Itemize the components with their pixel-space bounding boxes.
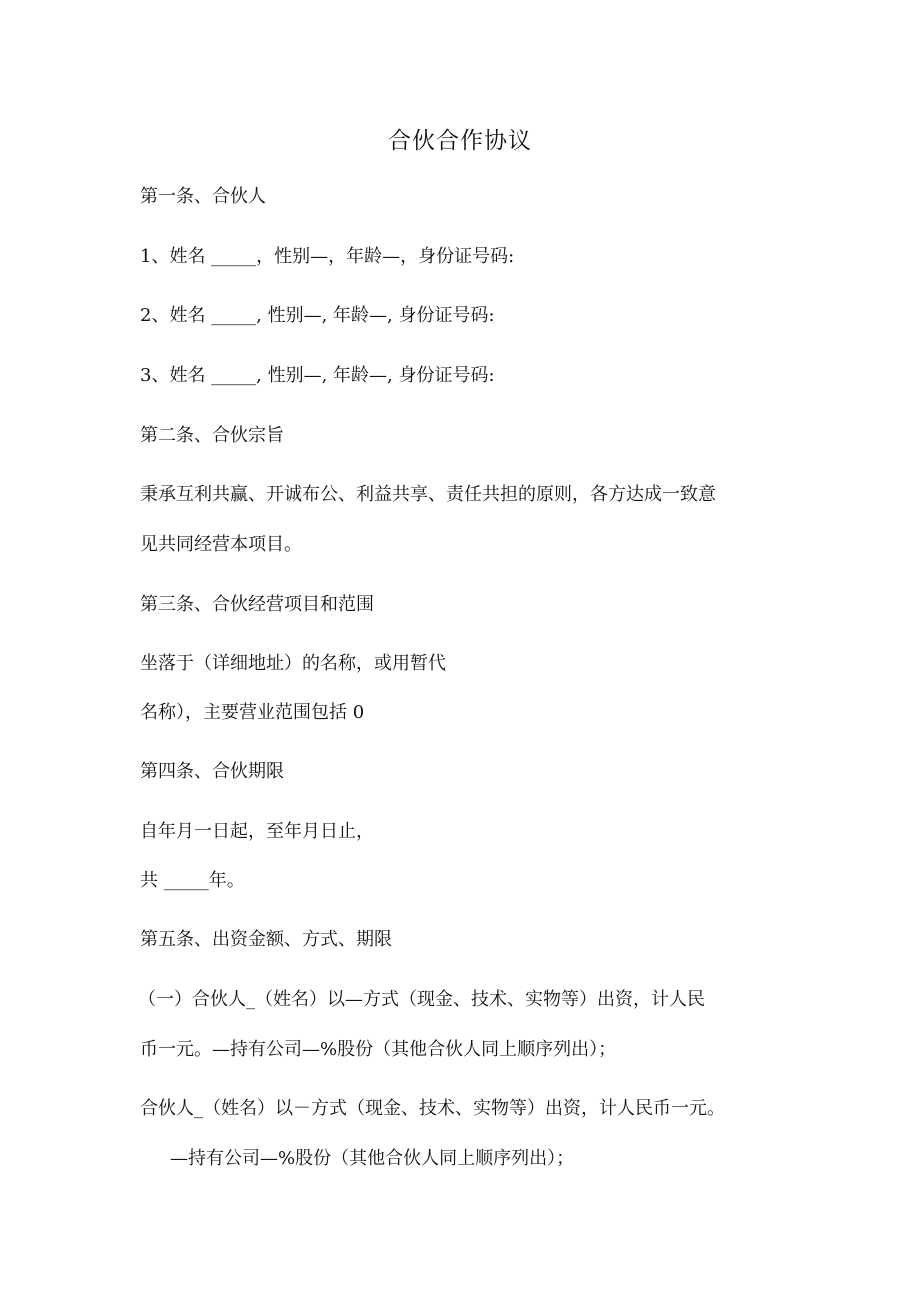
contribution-1-line-1: （一）合伙人_（姓名）以—方式（现金、技术、实物等）出资，计人民 (138, 989, 705, 1010)
contribution-2-line-1: 合伙人_（姓名）以－方式（现金、技术、实物等）出资，计人民币一元。 (140, 1098, 725, 1119)
article-5-heading: 第五条、出资金额、方式、期限 (140, 929, 392, 950)
partner-1-line: 1、姓名 _____，性别—，年龄—，身份证号码: (140, 246, 515, 267)
article-1-heading: 第一条、合伙人 (140, 186, 266, 207)
article-3-heading: 第三条、合伙经营项目和范围 (140, 594, 374, 615)
partner-2-line: 2、姓名 _____, 性别—, 年龄—, 身份证号码: (140, 305, 495, 326)
document-title: 合伙合作协议 (388, 128, 532, 154)
term-text-line-2: 共 _____年。 (140, 870, 245, 891)
article-2-heading: 第二条、合伙宗旨 (140, 425, 284, 446)
term-text-line-1: 自年月一日起，至年月日止， (140, 821, 374, 842)
scope-text-line-1: 坐落于（详细地址）的名称，或用暂代 (140, 653, 446, 674)
scope-text-line-2: 名称），主要营业范围包括 0 (140, 702, 365, 723)
article-4-heading: 第四条、合伙期限 (140, 761, 284, 782)
purpose-text-line-2: 见共同经营本项目。 (140, 534, 302, 555)
purpose-text-line-1: 秉承互利共赢、开诚布公、利益共享、责任共担的原则，各方达成一致意 (140, 484, 716, 505)
contribution-2-line-2: —持有公司—%股份（其他合伙人同上顺序列出）； (170, 1148, 575, 1169)
contribution-1-line-2: 币一元。—持有公司—%股份（其他合伙人同上顺序列出）； (140, 1039, 617, 1060)
partner-3-line: 3、姓名 _____, 性别—, 年龄—, 身份证号码: (140, 365, 495, 386)
